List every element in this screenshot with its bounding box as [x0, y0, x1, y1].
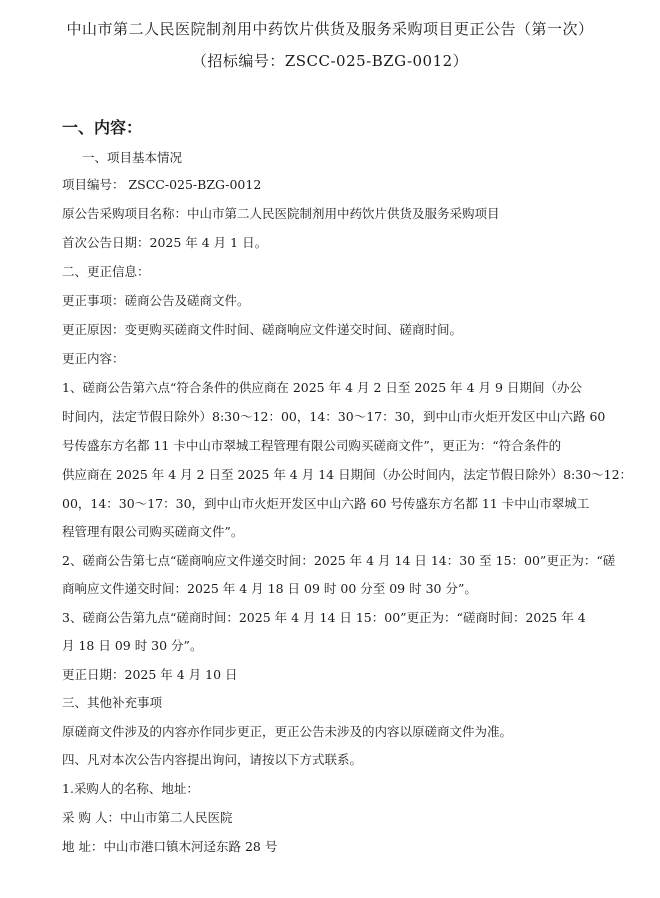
project-basic-info-heading: 一、项目基本情况 [82, 150, 183, 165]
address-line: 地 址：中山市港口镇木河迳东路 28 号 [62, 839, 278, 854]
correction-item-1-line: 供应商在 2025 年 4 月 2 日至 2025 年 4 月 14 日期间（办公时间内，法定节假日除外）8:30～12： [62, 467, 633, 482]
correction-reason-line: 更正原因：变更购买磋商文件时间、磋商响应文件递交时间、磋商时间。 [62, 322, 463, 337]
correction-item-1-line: 1、磋商公告第六点“符合条件的供应商在 2025 年 4 月 2 日至 2025 年 4 月 9 日期间（办公 [62, 380, 582, 395]
correction-item-line: 更正事项：磋商公告及磋商文件。 [62, 293, 250, 308]
tender-number-subtitle: （招标编号：ZSCC-025-BZG-0012） [191, 52, 469, 70]
correction-item-1-line: 程管理有限公司购买磋商文件”。 [62, 524, 244, 539]
section-heading-content: 一、内容： [62, 118, 143, 137]
project-number-line: 项目编号： ZSCC-025-BZG-0012 [62, 177, 262, 192]
document-title: 中山市第二人民医院制剂用中药饮片供货及服务采购项目更正公告（第一次） [66, 20, 594, 38]
correction-item-2-line: 2、磋商公告第七点“磋商响应文件递交时间：2025 年 4 月 14 日 14：30 至 15：00”更正为：“磋 [62, 553, 616, 568]
correction-item-2-line: 商响应文件递交时间：2025 年 4 月 18 日 09 时 00 分至 09 时 30 分”。 [62, 581, 477, 596]
correction-item-1-line: 00，14：30～17：30，到中山市火炬开发区中山六路 60 号传盛东方名都 11 卡中山市翠城工 [62, 496, 590, 511]
correction-item-1-line: 时间内，法定节假日除外）8:30～12：00，14：30～17：30，到中山市火炬开发区中山六路 60 [62, 409, 606, 424]
other-matters-heading: 三、其他补充事项 [62, 695, 163, 710]
correction-item-1-line: 号传盛东方名都 11 卡中山市翠城工程管理有限公司购买磋商文件”，更正为：“符合条件的 [62, 438, 562, 453]
correction-content-heading: 更正内容： [62, 351, 125, 366]
purchaser-line: 采 购 人：中山市第二人民医院 [62, 810, 233, 825]
correction-info-heading: 二、更正信息： [62, 264, 150, 279]
first-announcement-date-line: 首次公告日期：2025 年 4 月 1 日。 [62, 235, 268, 250]
correction-date-line: 更正日期：2025 年 4 月 10 日 [62, 667, 238, 682]
purchaser-name-address-heading: 1.采购人的名称、地址： [62, 781, 199, 796]
correction-item-3-line: 月 18 日 09 时 30 分”。 [62, 638, 203, 653]
original-project-name-line: 原公告采购项目名称：中山市第二人民医院制剂用中药饮片供货及服务采购项目 [62, 206, 500, 221]
inquiry-heading: 四、凡对本次公告内容提出询问，请按以下方式联系。 [62, 752, 363, 767]
other-matters-text: 原磋商文件涉及的内容亦作同步更正，更正公告未涉及的内容以原磋商文件为准。 [62, 724, 513, 739]
correction-item-3-line: 3、磋商公告第九点“磋商时间：2025 年 4 月 14 日 15：00”更正为：“磋商时间：2025 年 4 [62, 610, 586, 625]
